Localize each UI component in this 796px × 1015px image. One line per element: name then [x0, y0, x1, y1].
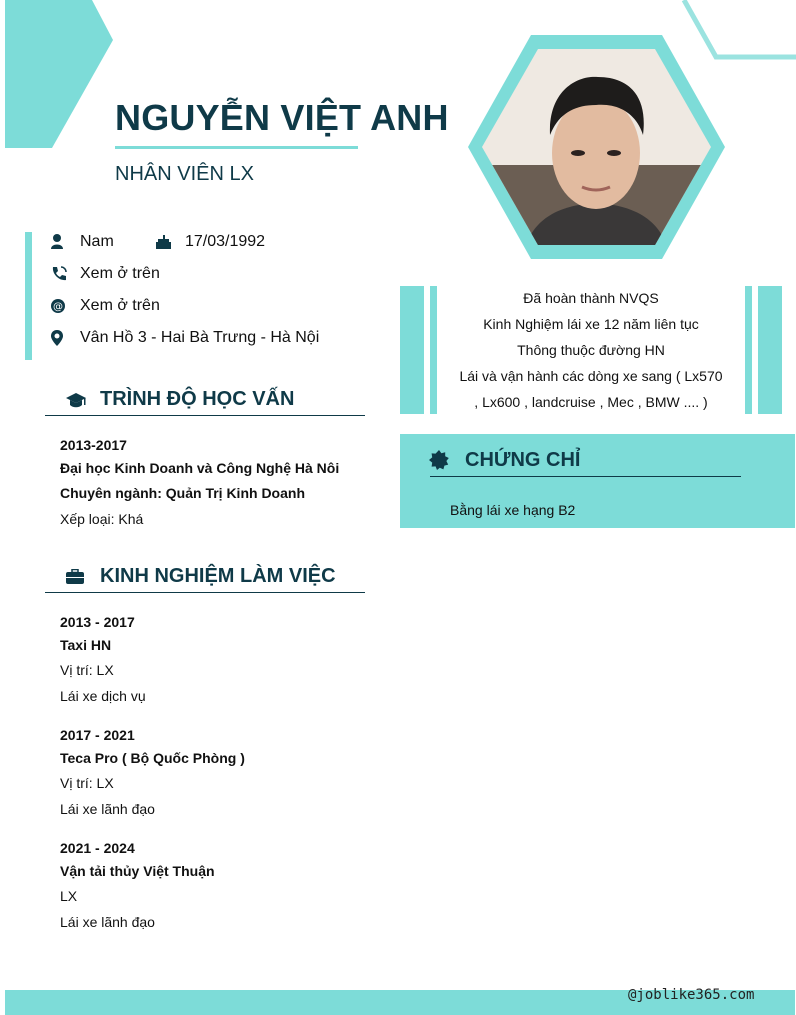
location-pin-icon [50, 329, 68, 347]
graduation-cap-icon [65, 392, 87, 410]
objective-line: Thông thuộc đường HN [517, 342, 665, 358]
experience-item [60, 614, 146, 704]
experience-company: Taxi HN [60, 637, 112, 653]
address-row [50, 329, 319, 347]
objective-bar-left-wide [400, 286, 424, 414]
education-divider [45, 415, 365, 416]
watermark-text: @joblike365.com [628, 987, 755, 1003]
experience-desc: Lái xe dịch vụ [60, 688, 146, 704]
experience-item [60, 840, 215, 930]
profile-photo [468, 35, 725, 259]
experience-period: 2021 - 2024 [60, 840, 135, 856]
gender-text: Nam [80, 233, 114, 250]
education-major: Chuyên ngành: Quản Trị Kinh Doanh [60, 485, 305, 501]
corner-decoration-left [0, 0, 120, 150]
address-text: Vân Hồ 3 - Hai Bà Trưng - Hà Nội [80, 329, 320, 346]
education-school: Đại học Kinh Doanh và Công Nghệ Hà Nôi [60, 460, 340, 476]
experience-period: 2017 - 2021 [60, 727, 135, 743]
birthday-cake-icon [155, 233, 173, 251]
svg-text:@: @ [53, 301, 63, 313]
objective-bar-right-thin [745, 286, 752, 414]
briefcase-icon [65, 569, 85, 585]
experience-position: Vị trí: LX [60, 662, 114, 678]
gender-row [50, 233, 114, 251]
experience-title: KINH NGHIỆM LÀM VIỆC [100, 565, 336, 587]
objective-line: Lái và vận hành các dòng xe sang ( Lx570 [459, 368, 723, 384]
phone-icon [50, 265, 68, 283]
certificate-item: Bằng lái xe hạng B2 [450, 502, 576, 518]
education-period: 2013-2017 [60, 437, 127, 453]
birthday-row [155, 233, 265, 251]
info-accent-bar [25, 232, 32, 360]
email-text: Xem ở trên [80, 297, 160, 314]
experience-item [60, 727, 245, 817]
experience-company: Teca Pro ( Bộ Quốc Phòng ) [60, 750, 245, 766]
phone-row [50, 265, 160, 283]
experience-company: Vận tải thủy Việt Thuận [60, 863, 215, 879]
experience-desc: Lái xe lãnh đạo [60, 801, 155, 817]
badge-icon [429, 450, 449, 470]
name-underline [115, 146, 358, 149]
objective-bar-left-thin [430, 286, 437, 414]
objective-line: Kinh Nghiệm lái xe 12 năm liên tục [483, 316, 699, 332]
objective-text [445, 285, 737, 415]
job-title: NHÂN VIÊN LX [115, 163, 254, 185]
experience-position: LX [60, 888, 78, 904]
experience-desc: Lái xe lãnh đạo [60, 914, 155, 930]
objective-bar-right-wide [758, 286, 782, 414]
experience-position: Vị trí: LX [60, 775, 114, 791]
objective-line: , Lx600 , landcruise , Mec , BMW .... ) [474, 394, 708, 410]
birthday-text: 17/03/1992 [185, 233, 266, 250]
experience-period: 2013 - 2017 [60, 614, 135, 630]
certificates-divider [430, 476, 741, 477]
education-grade: Xếp loại: Khá [60, 511, 144, 527]
experience-divider [45, 592, 365, 593]
phone-text: Xem ở trên [80, 265, 160, 282]
education-title: TRÌNH ĐỘ HỌC VẤN [100, 388, 295, 410]
at-sign-icon [50, 297, 68, 315]
user-icon [50, 233, 68, 251]
email-row [50, 297, 160, 315]
certificates-title: CHỨNG CHỈ [465, 449, 581, 471]
candidate-name: NGUYỄN VIỆT ANH [115, 97, 449, 138]
objective-line: Đã hoàn thành NVQS [523, 290, 659, 306]
